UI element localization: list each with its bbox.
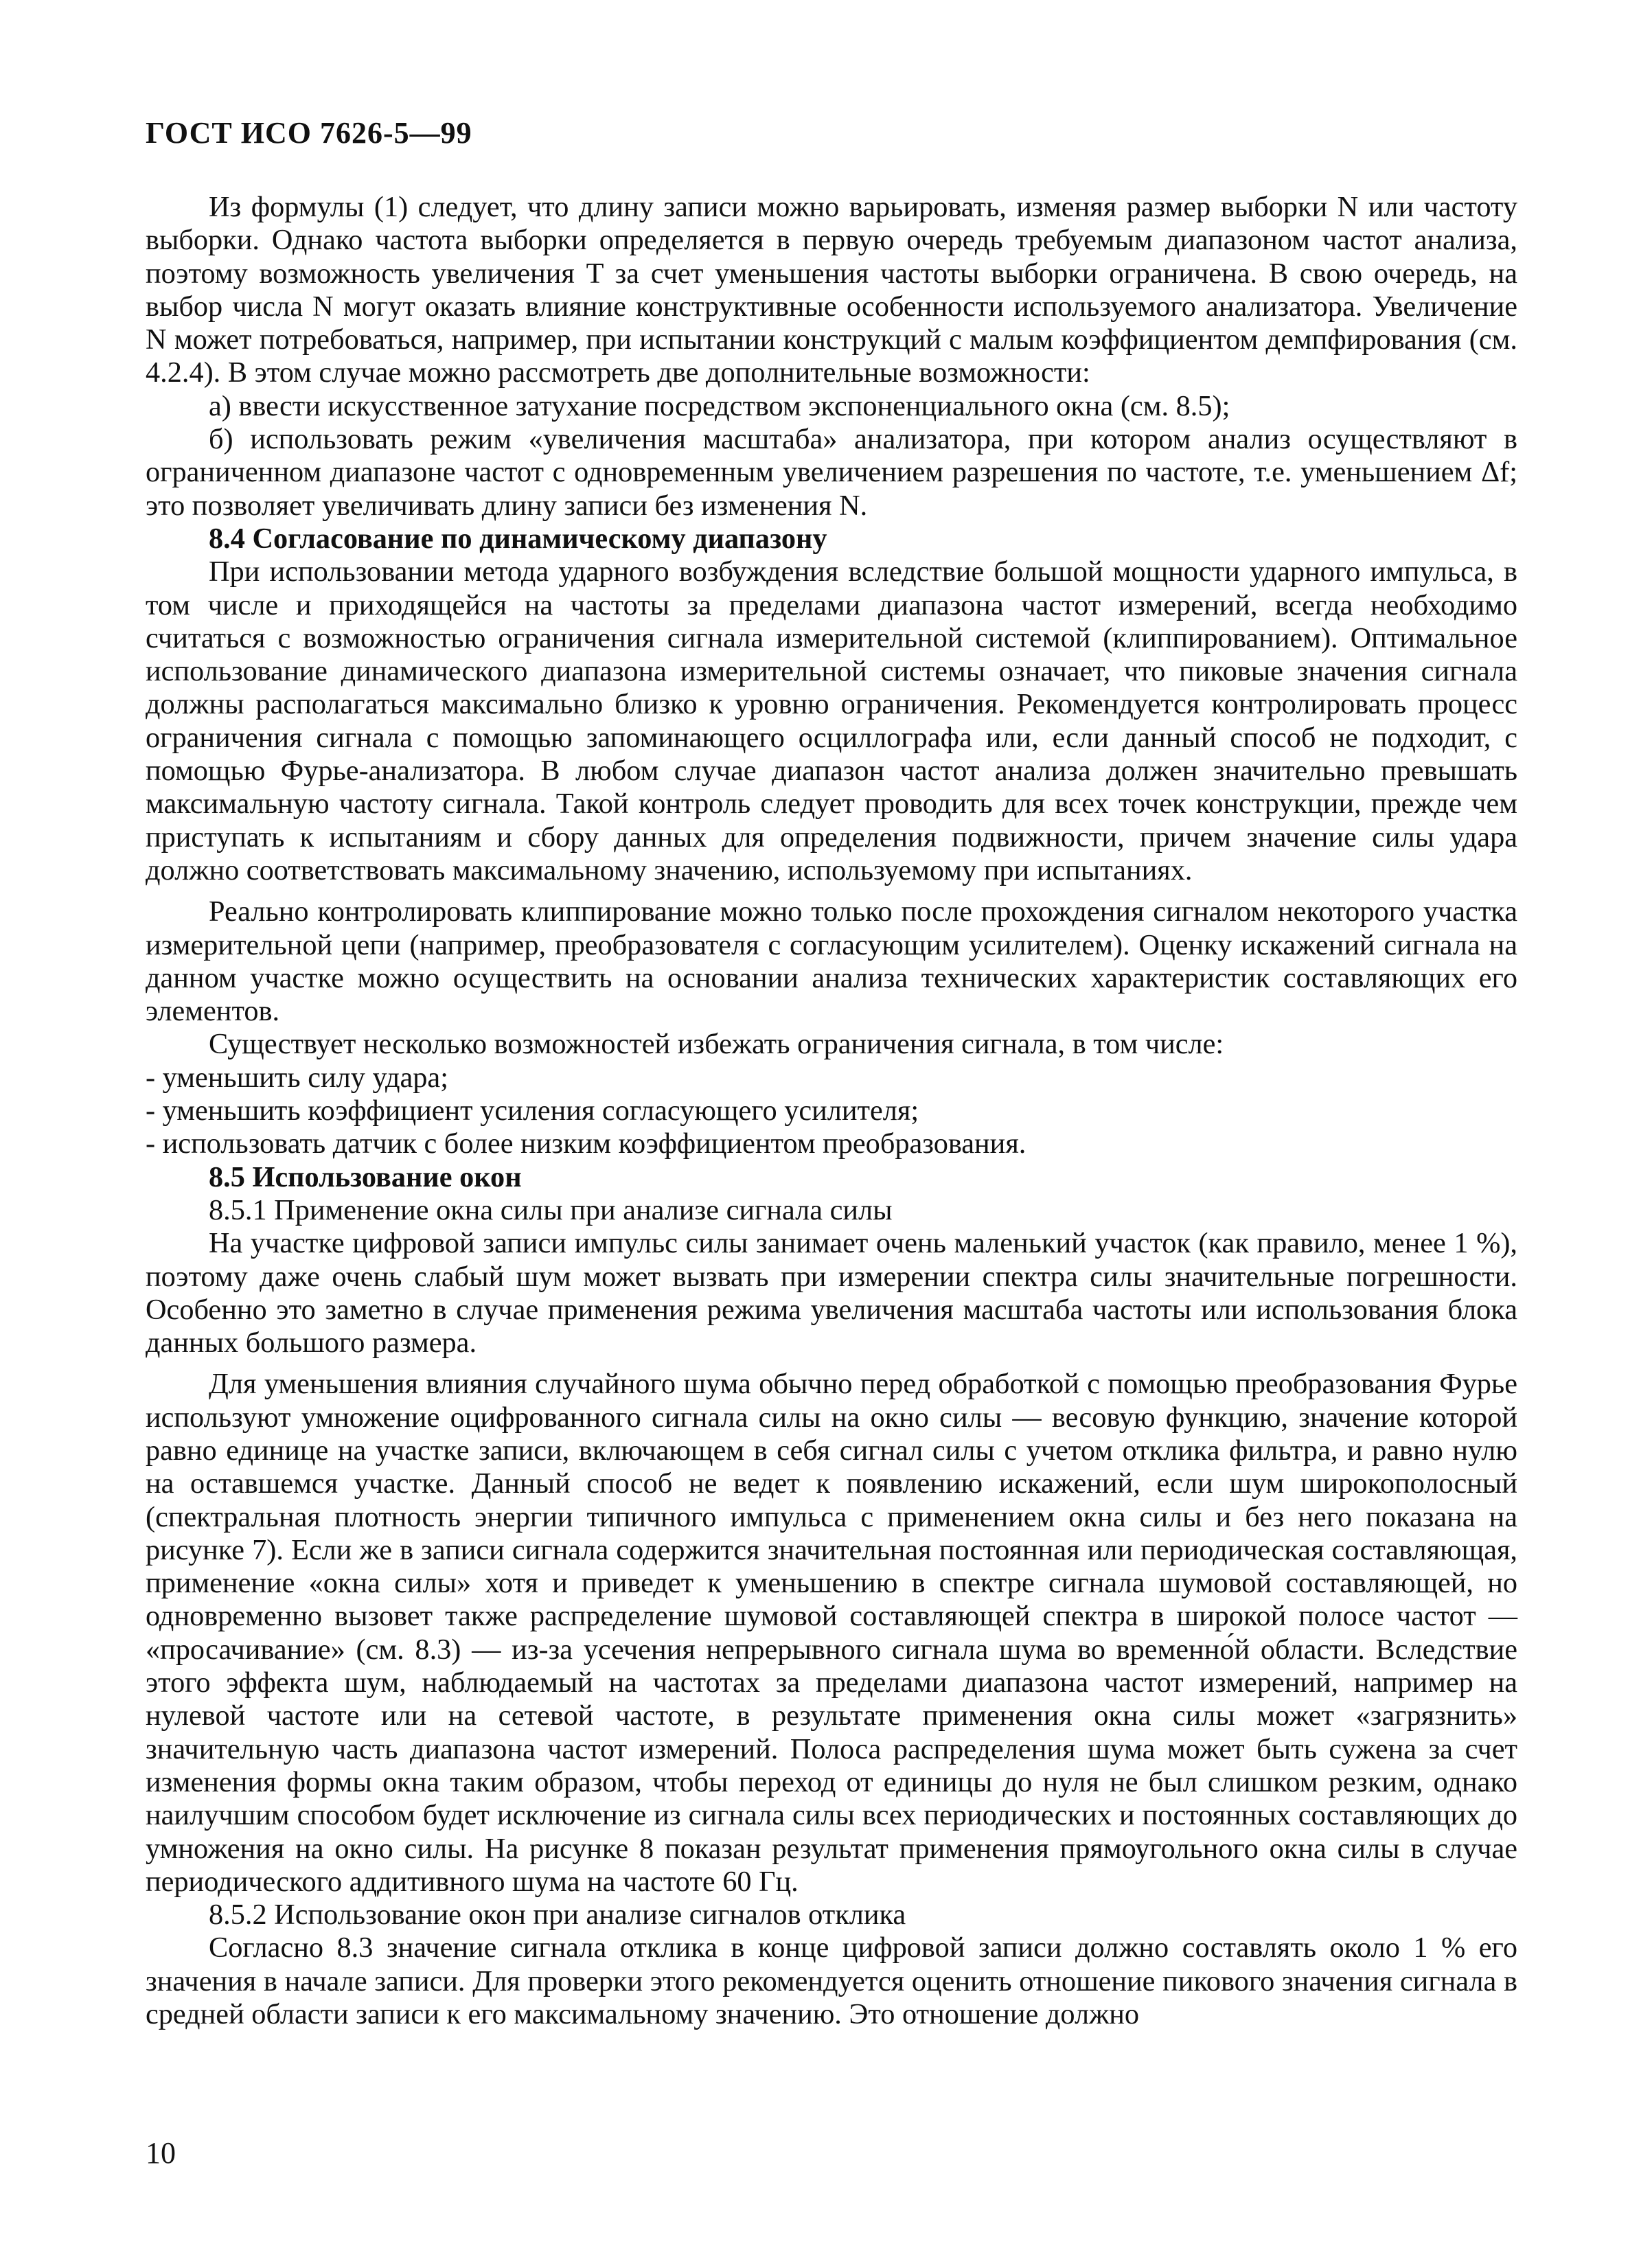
dash-list-item: - уменьшить силу удара; <box>146 1061 448 1094</box>
section-heading-8-4: 8.4 Согласование по динамическому диапазону <box>209 522 827 555</box>
subsection-heading-8-5-2: 8.5.2 Использование окон при анализе сигналов отклика <box>209 1899 906 1932</box>
paragraph-force-window: Для уменьшения влияния случайного шума обычно перед обработкой с помощью преобразования Фурье используют умножение оцифрованного сигнала силы на окно силы — весовую функцию, значение которой равно единице на участке записи, включающем в себя сигнал силы с учетом отклика фильтра, и равно нулю на оставшемся участке. Данный способ не ведет к появлению искажений, если шум широкополосный (спектральная плотность энергии типичного импульса с применением окна силы и без него показана на рисунке 7). Если же в записи сигнала содержится значительная постоянная или периодическая составляющая, применение «окна силы» хотя и приведет к уменьшению в спектре сигнала шумовой составляющей, но одновременно вызовет также распределение шумовой составляющей спектра в широкой полосе частот — «просачивание» (см. 8.3) — из-за усечения непрерывного сигнала шума во временно́й области. Вследствие этого эффекта шум, наблюдаемый на частотах за пределами диапазона частот измерений, например на нулевой частоте или на сетевой частоте, в результате применения окна силы может «загрязнить» значительную часть диапазона частот измерений. Полоса распределения шума может быть сужена за счет изменения формы окна таким образом, чтобы переход от единицы до нуля не был слишком резким, однако наилучшим способом будет исключение из сигнала силы всех периодических и постоянных составляющих до умножения на окно силы. На рисунке 8 показан результат применения прямоугольного окна силы в случае периодического аддитивного шума на частоте 60 Гц. <box>146 1368 1517 1898</box>
section-heading-8-5: 8.5 Использование окон <box>209 1160 522 1193</box>
dash-list-item: - использовать датчик с более низким коэффициентом преобразования. <box>146 1127 1026 1160</box>
paragraph-force-pulse: На участке цифровой записи импульс силы занимает очень маленький участок (как правило, менее 1 %), поэтому даже очень слабый шум может вызвать при измерении спектра силы значительные погрешности. Особенно это заметно в случае применения режима увеличения масштаба частоты или использования блока данных большого размера. <box>146 1227 1517 1360</box>
paragraph-clipping-control: Реально контролировать клиппирование можно только после прохождения сигналом некоторого участка измерительной цепи (например, преобразователя с согласующим усилителем). Оценку искажений сигнала на данном участке можно осуществить на основании анализа технических характеристик составляющих его элементов. <box>146 895 1517 1028</box>
dash-list-item: - уменьшить коэффициент усиления согласующего усилителя; <box>146 1095 919 1127</box>
subsection-heading-8-5-1: 8.5.1 Применение окна силы при анализе сигнала силы <box>209 1193 893 1226</box>
paragraph-record-length: Из формулы (1) следует, что длину записи можно варьировать, изменяя размер выборки N или частоту выборки. Однако частота выборки определяется в первую очередь требуемым диапазоном частот анализа, поэтому возможность увеличения T за счет уменьшения частоты выборки ограничена. В свою очередь, на выбор числа N могут оказать влияние конструктивные особенности используемого анализатора. Увеличение N может потребоваться, например, при испытании конструкций с малым коэффициентом демпфирования (см. 4.2.4). В этом случае можно рассмотреть две дополнительные возможности: <box>146 191 1517 389</box>
paragraph-dynamic-range: При использовании метода ударного возбуждения вследствие большой мощности ударного импульса, в том числе и приходящейся на частоты за пределами диапазона частот измерений, всегда необходимо считаться с возможностью ограничения сигнала измерительной системой (клиппированием). Оптимальное использование динамического диапазона измерительной системы означает, что пиковые значения сигнала должны располагаться максимально близко к уровню ограничения. Рекомендуется контролировать процесс ограничения сигнала с помощью запоминающего осциллографа или, если данный способ не подходит, с помощью Фурье-анализатора. В любом случае диапазон частот анализа должен значительно превышать максимальную частоту сигнала. Такой контроль следует проводить для всех точек конструкции, прежде чем приступать к испытаниям и сбору данных для определения подвижности, причем значение силы удара должно соответствовать максимальному значению, используемому при испытаниях. <box>146 555 1517 886</box>
list-item-a: а) ввести искусственное затухание посредством экспоненциального окна (см. 8.5); <box>209 389 1230 422</box>
list-item-b: б) использовать режим «увеличения масштаба» анализатора, при котором анализ осуществляют в ограниченном диапазоне частот с одновременным увеличением разрешения по частоте, т.е. уменьшением Δf; это позволяет увеличивать длину записи без изменения N. <box>146 423 1517 522</box>
paragraph-ways-avoid-clipping: Существует несколько возможностей избежать ограничения сигнала, в том числе: <box>209 1028 1224 1061</box>
standard-header: ГОСТ ИСО 7626-5—99 <box>146 116 472 150</box>
page-number: 10 <box>146 2136 176 2170</box>
document-body <box>146 191 1517 2031</box>
paragraph-response-windows: Согласно 8.3 значение сигнала отклика в конце цифровой записи должно составлять около 1 % его значения в начале записи. Для проверки этого рекомендуется оценить отношение пикового значения сигнала в средней области записи к его максимальному значению. Это отношение должно <box>146 1932 1517 2031</box>
